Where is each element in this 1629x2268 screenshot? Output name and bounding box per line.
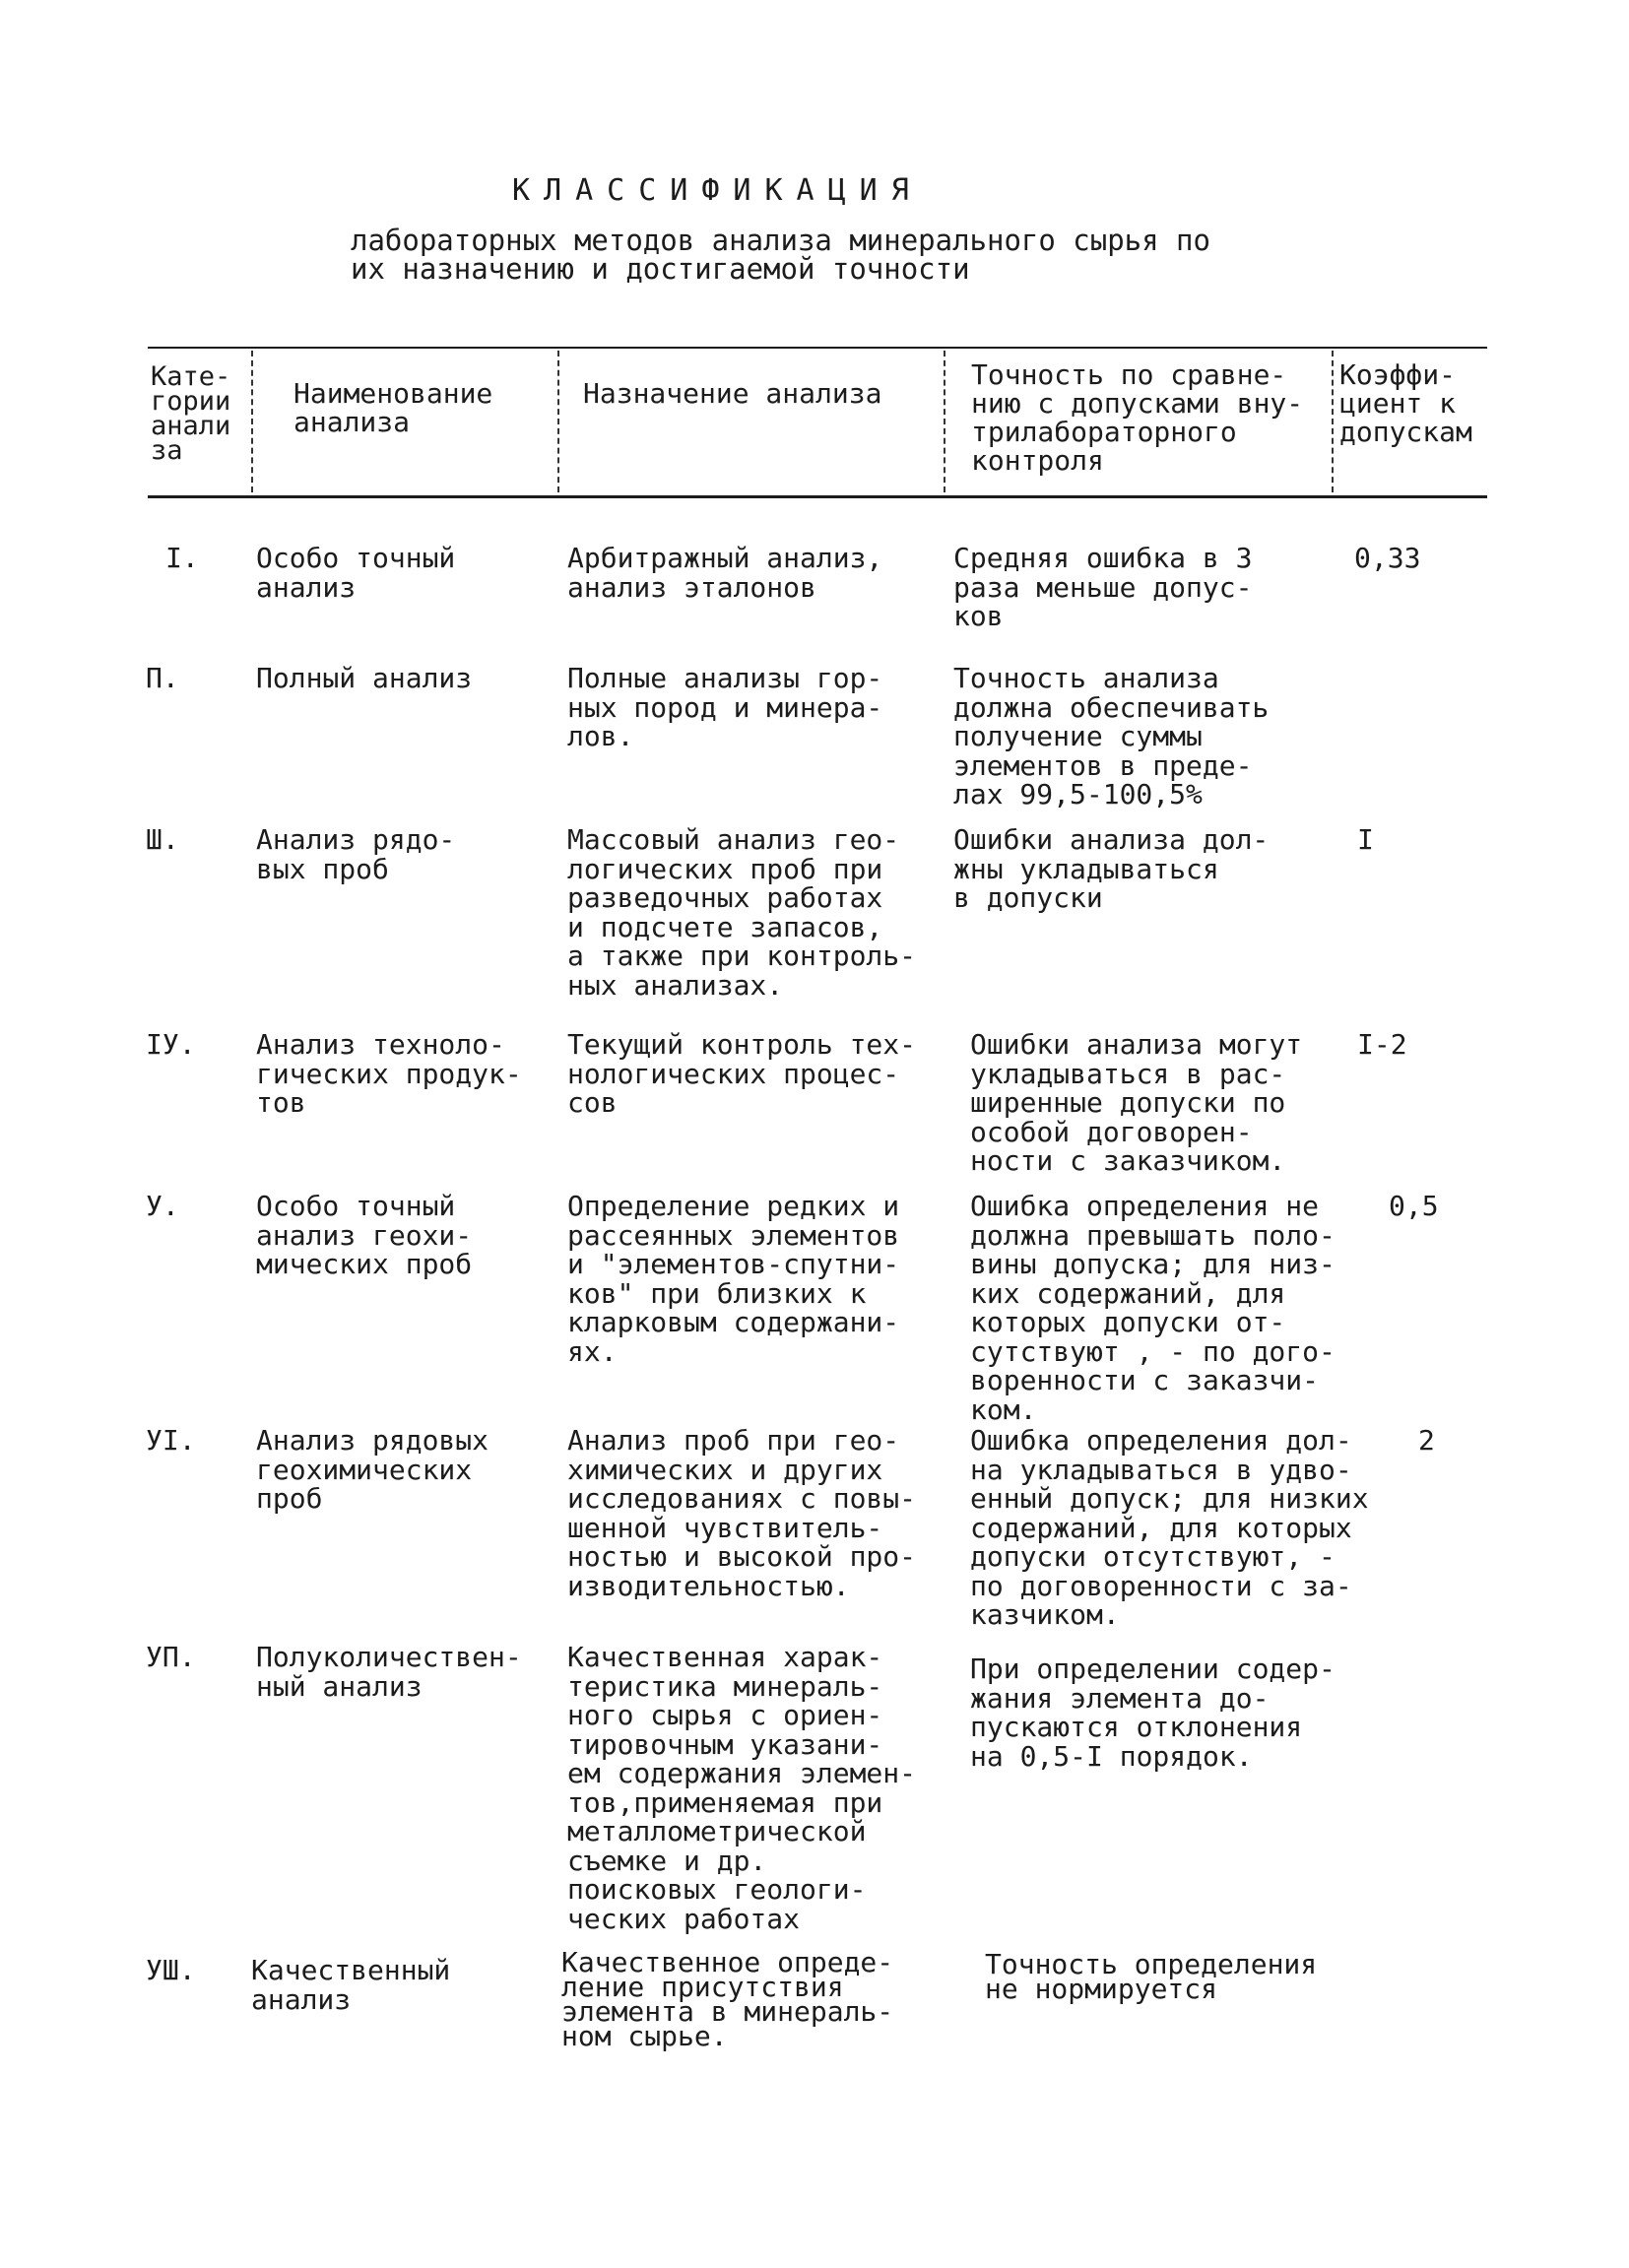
header-category: Кате- гории анали за xyxy=(151,361,231,466)
header-accuracy: Точность по сравне- нию с допусками вну- трилабораторного контроля xyxy=(971,358,1304,477)
row-category: У. xyxy=(146,1190,179,1222)
table-header-rule xyxy=(148,495,1487,498)
row-coefficient: I-2 xyxy=(1357,1028,1407,1061)
row-category: I. xyxy=(165,542,199,574)
row-purpose: Анализ проб при гео- химических и других исследованиях с повы- шенной чувствитель- ностью и высокой про- изводительностью. xyxy=(567,1424,917,1602)
row-coefficient: 0,5 xyxy=(1389,1190,1439,1222)
row-purpose: Текущий контроль тех- нологических процес- сов xyxy=(567,1028,917,1119)
row-category: УI. xyxy=(146,1424,196,1457)
row-accuracy: Ошибки анализа дол- жны укладываться в допуски xyxy=(953,823,1270,914)
row-category: IУ. xyxy=(146,1028,196,1061)
header-purpose: Назначение анализа xyxy=(583,377,882,410)
row-purpose: Массовый анализ гео- логических проб при разведочных работах и подсчете запасов, а также при контроль- ных анализах. xyxy=(567,823,917,1002)
row-category: УП. xyxy=(146,1641,196,1673)
row-category: П. xyxy=(146,662,179,694)
document-title: КЛАССИФИКАЦИЯ xyxy=(512,173,923,208)
header-divider-4 xyxy=(1332,351,1334,492)
row-coefficient: I xyxy=(1357,823,1374,856)
row-purpose: Качественное опреде- ление присутствия элемента в минераль- ном сырье. xyxy=(561,1946,894,2052)
row-accuracy: При определении содер- жания элемента до- пускаются отклонения на 0,5-I порядок. xyxy=(970,1652,1336,1773)
row-purpose: Качественная харак- теристика минераль- ного сырья с ориен- тировочным указани- ем содержания элемен- тов,применяемая при металлометрической съемке и др. поисковых геологи- ческих работах xyxy=(567,1641,917,1935)
row-name: Особо точный анализ геохи- мических проб xyxy=(256,1190,473,1280)
row-category: УШ. xyxy=(146,1954,196,1986)
table-top-rule xyxy=(148,347,1487,349)
header-name: Наименование анализа xyxy=(293,377,493,438)
row-name: Анализ техноло- гических продук- тов xyxy=(256,1028,522,1119)
row-accuracy: Точность определения не нормируется xyxy=(985,1948,1318,2005)
header-coefficient: Коэффи- циент к допускам xyxy=(1339,358,1472,448)
row-accuracy: Ошибка определения дол- на укладываться в удво- енный допуск; для низких содержаний, для которых допуски отсутствуют, - по договоренности с за- казчиком. xyxy=(970,1424,1369,1631)
row-accuracy: Средняя ошибка в 3 раза меньше допус- ков xyxy=(953,542,1253,632)
row-purpose: Определение редких и рассеянных элементов и "элементов-спутни- ков" при близких к кларковым содержани- ях. xyxy=(567,1190,900,1368)
row-accuracy: Ошибки анализа могут укладываться в рас- ширенные допуски по особой договорен- ности с заказчиком. xyxy=(970,1028,1303,1177)
document-subtitle: лабораторных методов анализа минерального сырья по их назначению и достигаемой точности xyxy=(351,224,1210,286)
row-name: Анализ рядо- вых проб xyxy=(256,823,456,885)
header-divider-3 xyxy=(944,351,945,492)
row-name: Полный анализ xyxy=(256,662,473,694)
header-divider-1 xyxy=(251,351,253,492)
row-name: Особо точный анализ xyxy=(256,542,456,604)
row-name: Качественный анализ xyxy=(251,1954,451,2016)
row-accuracy: Точность анализа должна обеспечивать получение суммы элементов в преде- лах 99,5-100,5% xyxy=(953,662,1270,810)
row-name: Полуколичествен- ный анализ xyxy=(256,1641,522,1703)
row-purpose: Полные анализы гор- ных пород и минера- лов. xyxy=(567,662,883,752)
row-name: Анализ рядовых геохимических проб xyxy=(256,1424,489,1515)
row-coefficient: 2 xyxy=(1418,1424,1435,1457)
header-divider-2 xyxy=(557,351,559,492)
row-category: Ш. xyxy=(146,823,179,856)
row-purpose: Арбитражный анализ, анализ эталонов xyxy=(567,542,883,604)
row-coefficient: 0,33 xyxy=(1354,542,1421,574)
row-accuracy: Ошибка определения не должна превышать поло- вины допуска; для низ- ких содержаний, для которых допуски от- сутствуют , - по дого- воренности с заказчи- ком. xyxy=(970,1190,1336,1426)
